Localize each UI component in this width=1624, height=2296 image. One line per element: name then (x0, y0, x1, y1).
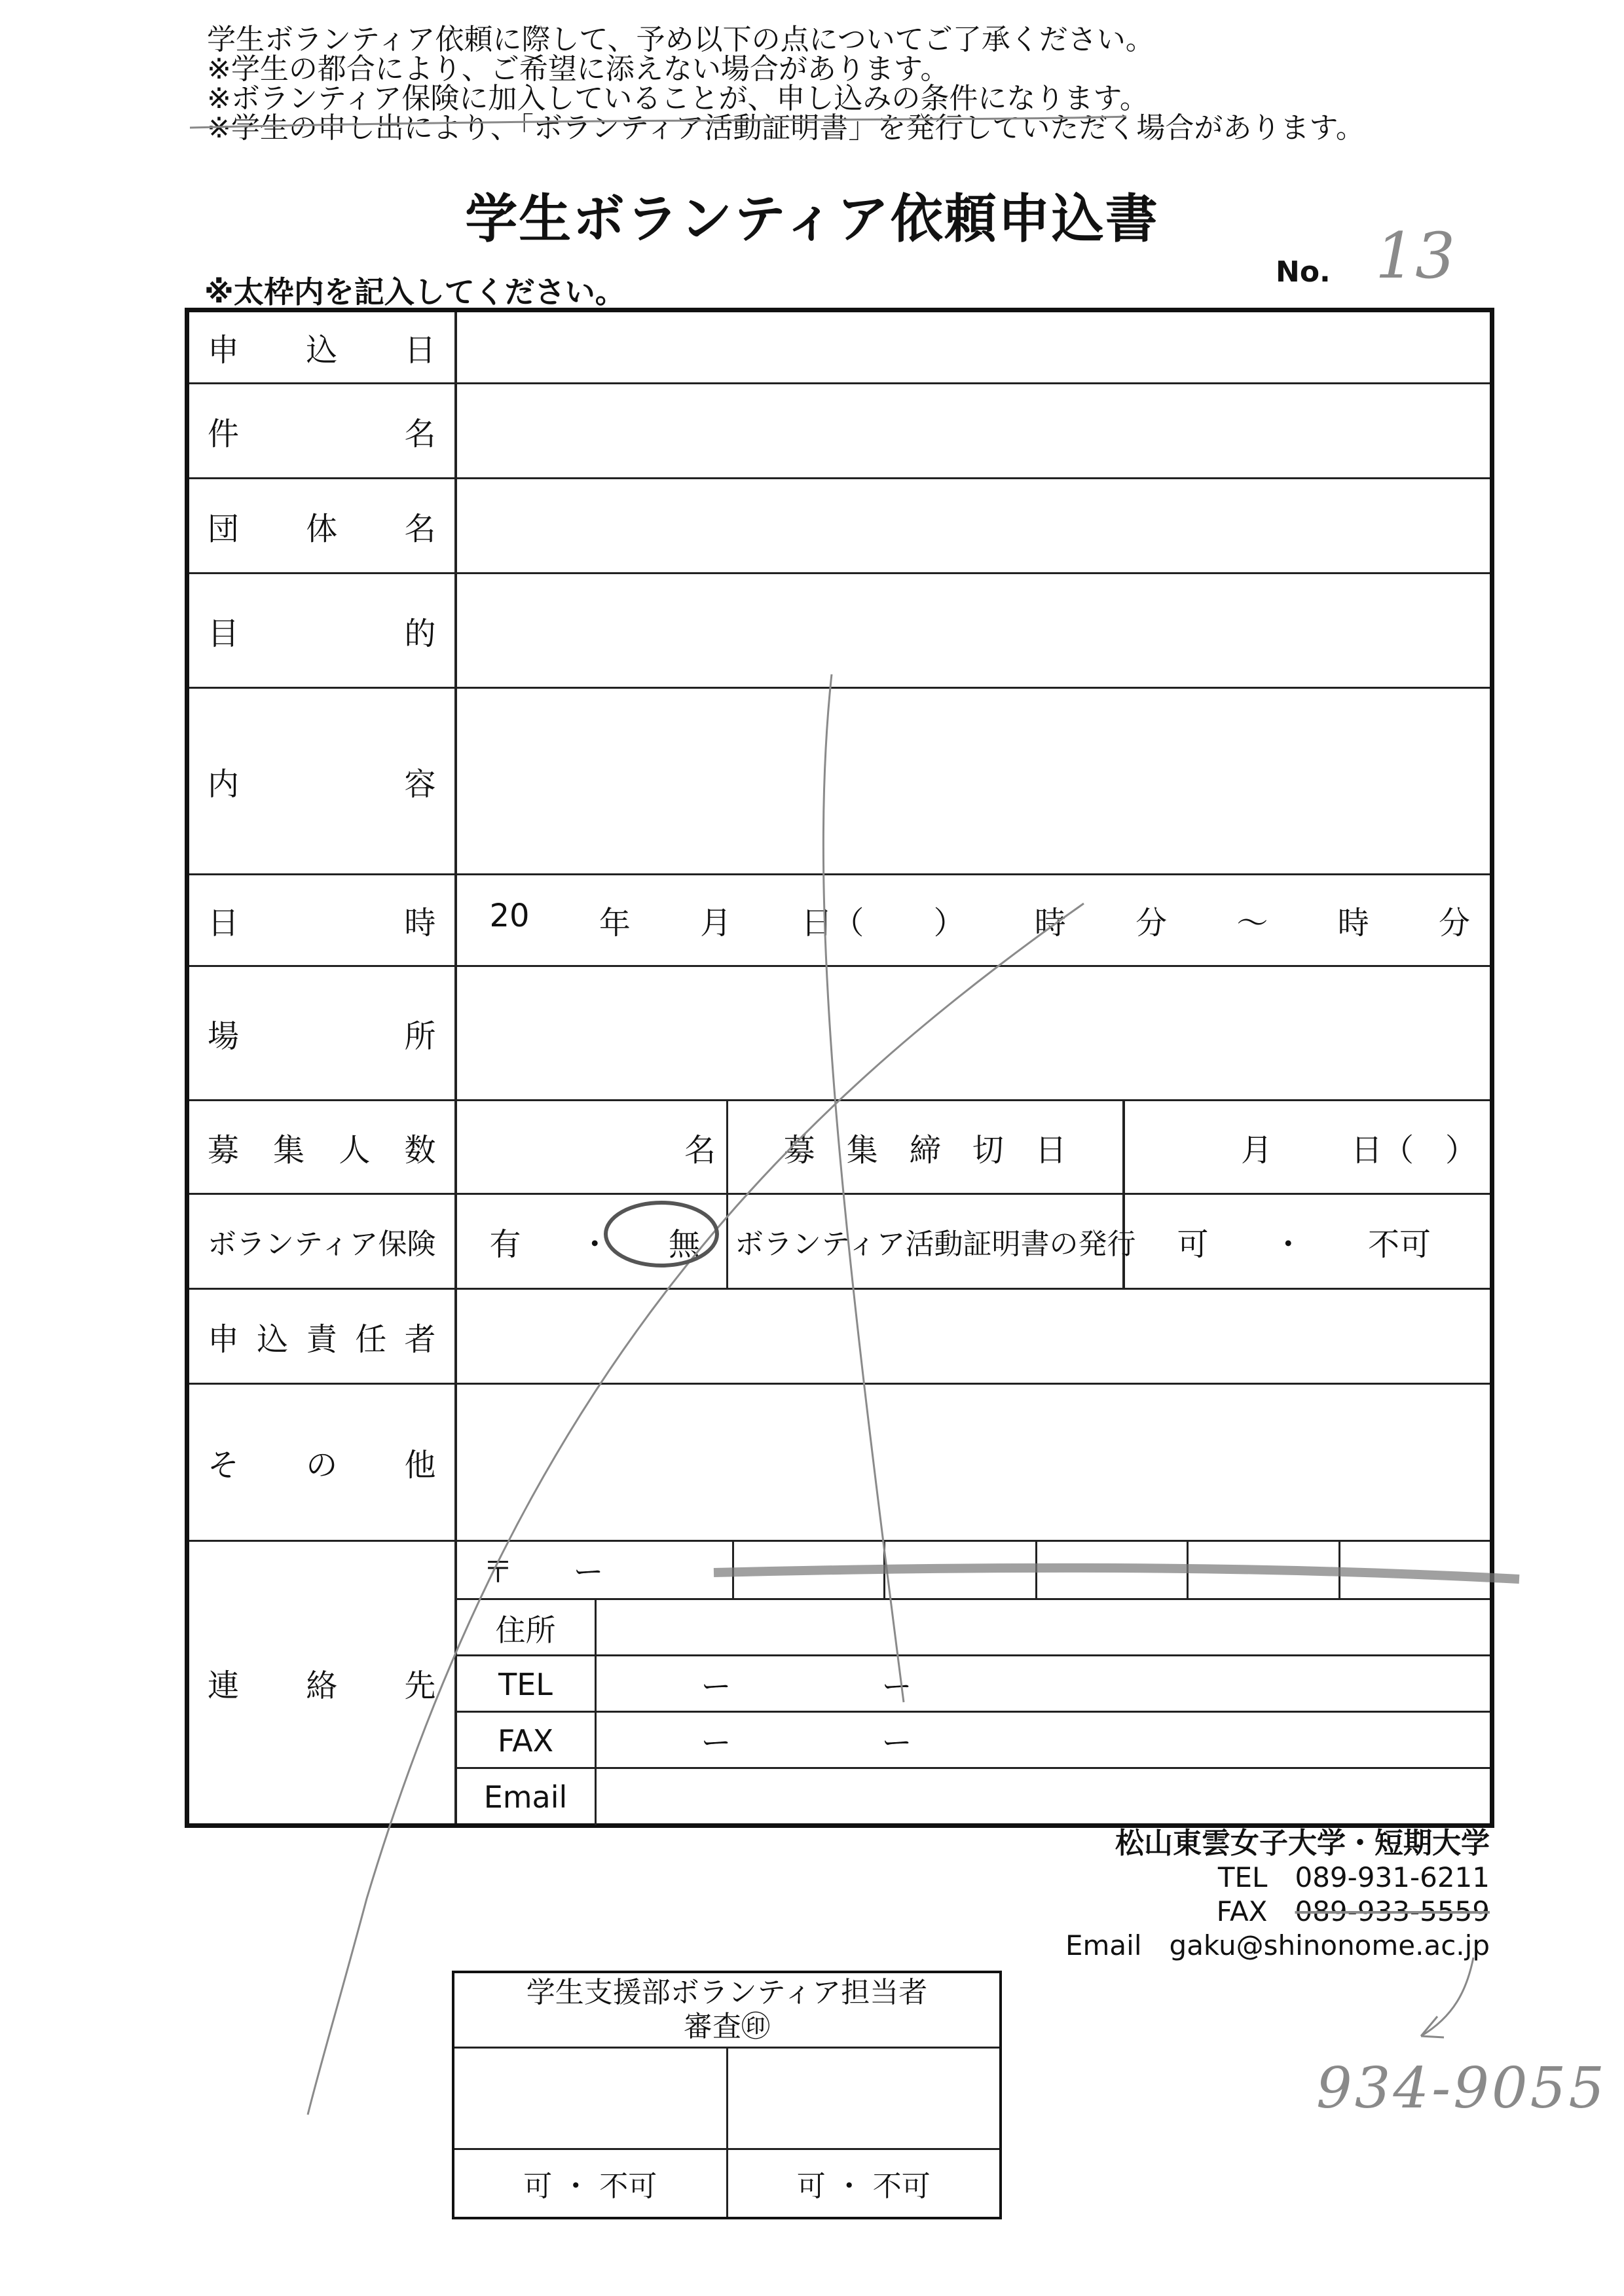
staff-review-box (452, 1971, 1002, 2219)
contact-label: 連 絡 先 (187, 1541, 456, 1826)
contact-block (457, 1542, 1490, 1823)
certificate-yes-option[interactable]: 可 (1177, 1226, 1209, 1263)
organization-field[interactable] (456, 479, 1492, 574)
footer-fax-label: FAX (1216, 1895, 1268, 1927)
number-label: No. (1276, 255, 1331, 289)
recruit-count-field[interactable] (456, 1101, 728, 1194)
fax-field[interactable]: ー ー (701, 1725, 912, 1760)
fax-label: FAX (457, 1713, 597, 1769)
datetime-part: 分 (1438, 905, 1470, 941)
datetime-part: 月 (700, 905, 732, 941)
review-stamp-right[interactable] (727, 2048, 1001, 2149)
purpose-label: 目 的 (187, 574, 456, 688)
datetime-part: 20 (489, 898, 530, 934)
deadline-field[interactable] (1124, 1101, 1492, 1194)
certificate-no-option[interactable]: 不可 (1368, 1226, 1431, 1263)
handwritten-fax-number: 934-9055 (1316, 2056, 1608, 2121)
tel-field[interactable]: ー ー (701, 1669, 912, 1704)
review-option-left[interactable]: 可 ・ 不可 (453, 2149, 727, 2219)
notice-line: 学生ボランティア依頼に際して、予め以下の点についてご了承ください。 (207, 23, 1154, 56)
zip-cells[interactable] (732, 1542, 1490, 1598)
deadline-label: 募 集 締 切 日 (728, 1101, 1124, 1194)
datetime-part: 分 (1135, 905, 1168, 941)
address-field[interactable] (597, 1600, 1490, 1656)
place-label: 場 所 (187, 966, 456, 1101)
deadline-month: 月 (1240, 1131, 1272, 1169)
footer-tel-label: TEL (1217, 1861, 1268, 1893)
organization-label: 団 体 名 (187, 479, 456, 574)
subject-field[interactable] (456, 384, 1492, 479)
certificate-choice[interactable] (1124, 1194, 1492, 1289)
form-title: 学生ボランティア依頼申込書 (465, 189, 1159, 249)
datetime-part: 〜 (1236, 905, 1268, 941)
handwritten-number: 13 (1375, 219, 1456, 293)
university-name: 松山東雲女子大学・短期大学 (1115, 1827, 1490, 1860)
email-row[interactable] (457, 1767, 1490, 1825)
deadline-day: 日（ ） (1351, 1131, 1477, 1169)
datetime-field[interactable] (456, 875, 1492, 966)
recruit-count-unit: 名 (684, 1131, 716, 1169)
zip-label: 〒 ー (483, 1554, 604, 1590)
insurance-choice[interactable] (456, 1194, 728, 1289)
responsible-label: 申込責任者 (187, 1289, 456, 1384)
other-field[interactable] (456, 1384, 1492, 1541)
notice-line: ※学生の申し出により、「ボランティア活動証明書」を発行していただく場合があります。 (207, 111, 1365, 145)
datetime-part: ） (933, 905, 965, 941)
application-date-label: 申 込 日 (187, 310, 456, 384)
email-field[interactable] (597, 1769, 1490, 1825)
responsible-field[interactable] (456, 1289, 1492, 1384)
address-row[interactable] (457, 1598, 1490, 1656)
datetime-part: 時 (1337, 905, 1369, 941)
application-date-field[interactable] (456, 310, 1492, 384)
certificate-separator: ・ (1272, 1226, 1304, 1263)
datetime-part: 日（ (801, 905, 864, 941)
certificate-label: ボランティア活動証明書の発行 (728, 1194, 1124, 1289)
instruction-text: ※太枠内を記入してください。 (204, 274, 625, 310)
notice-line: ※学生の都合により、ご希望に添えない場合があります。 (207, 52, 950, 86)
footer-email-label: Email (1065, 1929, 1142, 1961)
pencil-arrow-mark (1421, 1958, 1473, 2037)
insurance-no-option[interactable]: 無 (668, 1226, 700, 1263)
fax-row[interactable] (457, 1711, 1490, 1769)
datetime-part: 時 (1034, 905, 1066, 941)
review-header (453, 1972, 1001, 2048)
zip-row[interactable] (457, 1542, 1490, 1598)
datetime-label: 日 時 (187, 875, 456, 966)
review-stamp-label: 審査㊞ (684, 2010, 770, 2043)
other-label: そ の 他 (187, 1384, 456, 1541)
recruit-count-label: 募集人数 (187, 1101, 456, 1194)
notice-line: ※ボランティア保険に加入していることが、申し込みの条件になります。 (207, 82, 1149, 115)
email-label: Email (457, 1769, 597, 1825)
review-option-right[interactable]: 可 ・ 不可 (727, 2149, 1001, 2219)
tel-label: TEL (457, 1656, 597, 1713)
footer-email[interactable]: gaku@shinonome.ac.jp (1169, 1929, 1490, 1961)
contact-footer (1065, 1827, 1490, 1963)
footer-tel: 089-931-6211 (1295, 1861, 1490, 1893)
content-field[interactable] (456, 688, 1492, 875)
place-field[interactable] (456, 966, 1492, 1101)
review-title: 学生支援部ボランティア担当者 (526, 1976, 928, 2009)
content-label: 内 容 (187, 688, 456, 875)
tel-row[interactable] (457, 1654, 1490, 1713)
insurance-yes-option[interactable]: 有 (489, 1226, 521, 1263)
insurance-label: ボランティア保険 (187, 1194, 456, 1289)
datetime-part: 年 (599, 905, 631, 941)
address-label: 住所 (457, 1600, 597, 1656)
footer-fax: 089-933-5559 (1295, 1895, 1490, 1927)
notice-block (207, 25, 1365, 143)
subject-label: 件 名 (187, 384, 456, 479)
purpose-field[interactable] (456, 574, 1492, 688)
insurance-separator: ・ (579, 1226, 611, 1263)
application-form (185, 308, 1494, 1828)
review-stamp-left[interactable] (453, 2048, 727, 2149)
